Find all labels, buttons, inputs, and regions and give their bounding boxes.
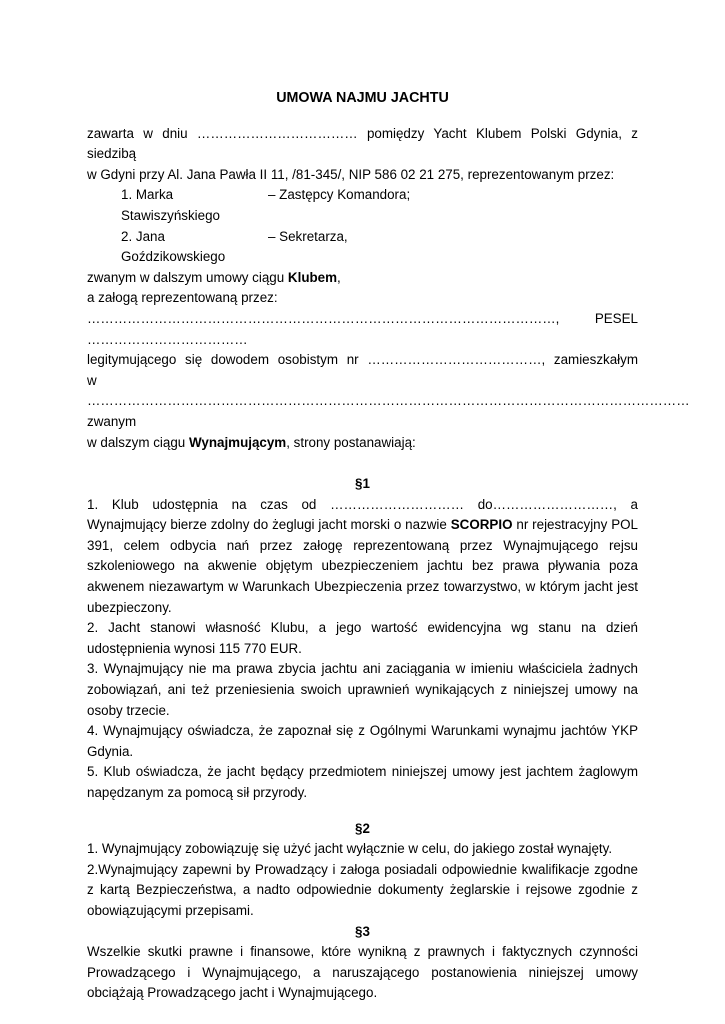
yacht-name: SCORPIO xyxy=(450,517,513,533)
section-3-heading: §3 xyxy=(355,923,370,939)
club-term: Klubem xyxy=(287,269,338,285)
section-3-paragraph-1: Wszelkie skutki prawne i finansowe, które wynikną z prawnych i faktycznych czynności Prowadzącego i Wynajmującego, a naruszającego postanowienia niniejszej umowy obciążają Prowadzącego jacht i Wynajmującego. xyxy=(87,944,638,1001)
representative-name: 2. Jana Goździkowskiego xyxy=(121,228,226,265)
intro-line-1: zawarta w dniu ……………………………… pomiędzy Yacht Klubem Polski Gdynia, z siedzibą xyxy=(87,125,638,162)
section-1-paragraph-4: 4. Wynajmujący oświadcza, że zapoznał się z Ogólnymi Warunkami wynajmu jachtów YKP Gdynia. xyxy=(87,723,638,759)
intro-block xyxy=(87,124,690,454)
representative-role: – Zastępcy Komandora; xyxy=(268,187,411,203)
document-title: UMOWA NAJMU JACHTU xyxy=(276,90,449,106)
section-1 xyxy=(87,474,638,804)
section-1-heading: §1 xyxy=(355,476,370,492)
section-2-heading: §2 xyxy=(355,820,370,836)
section-2-paragraph-2: 2.Wynajmujący zapewni by Prowadzący i załoga posiadali odpowiednie kwalifikacje zgodne z kartą Bezpieczeństwa, a nadto odpowiednie dokumenty żeglarskie i rejsowe zgodnie z obowiązującymi przepisami. xyxy=(87,861,638,918)
representative-role: – Sekretarza, xyxy=(268,228,348,244)
section-1-paragraph-2: 2. Jacht stanowi własność Klubu, a jego wartość ewidencyjna wg stanu na dzień udostępnienia wynosi 115 770 EUR. xyxy=(87,620,638,656)
section-1-paragraph-5: 5. Klub oświadcza, że jacht będący przedmiotem niniejszej umowy jest jachtem żaglowym napędzanym za pomocą sił przyrody. xyxy=(87,764,638,800)
section-1-paragraph-1: 1. Klub udostępnia na czas od ………………………… do………………………, a Wynajmujący bierze zdolny do żeglugi jacht morski o nazwie SCORPIO nr rejestracyjny POL 391, celem odbycia nań przez załogę reprezentowaną przez Wynajmującego rejsu szkoleniowego na akwenie objętym ubezpieczeniem jachtu bez prawa pływania poza akwenem niezawartym w Warunkach Ubezpieczenia przez towarzystwo, w którym jacht jest ubezpieczony. xyxy=(87,496,638,615)
section-2-paragraph-1: 1. Wynajmujący zobowiązuję się użyć jacht wyłącznie w celu, do jakiego został wynajęty. xyxy=(87,841,613,857)
renter-term: Wynajmującym xyxy=(188,434,287,450)
renter-definition: w dalszym ciągu Wynajmującym, strony postanawiają: xyxy=(87,434,416,450)
renter-name-pesel-line: ……………………………………………………………………………………………, PESEL ……………………………… xyxy=(87,310,638,347)
crew-line: a załogą reprezentowaną przez: xyxy=(87,290,278,306)
club-definition: zwanym w dalszym umowy ciągu Klubem, xyxy=(87,269,341,285)
renter-id-line: legitymującego się dowodem osobistym nr …………………………………, zamieszkałym xyxy=(87,352,638,368)
representative-2 xyxy=(87,227,638,268)
representative-1 xyxy=(87,185,638,226)
intro-line-2: w Gdyni przy Al. Jana Pawła II 11, /81-345/, NIP 586 02 21 275, reprezentowanym przez: xyxy=(87,166,615,182)
section-2 xyxy=(87,819,638,922)
section-3 xyxy=(87,922,638,1004)
representative-name: 1. Marka Stawiszyńskiego xyxy=(121,187,220,223)
section-1-paragraph-3: 3. Wynajmujący nie ma prawa zbycia jachtu ani zaciągania w imieniu właściciela żadnych zobowiązań, ani też przeniesienia swoich uprawnień wynikających z niniejszej umowy na osoby trzecie. xyxy=(87,661,638,718)
renter-address-line: w ……………………………………………………………………………………………………………………… zwanym xyxy=(87,372,690,429)
